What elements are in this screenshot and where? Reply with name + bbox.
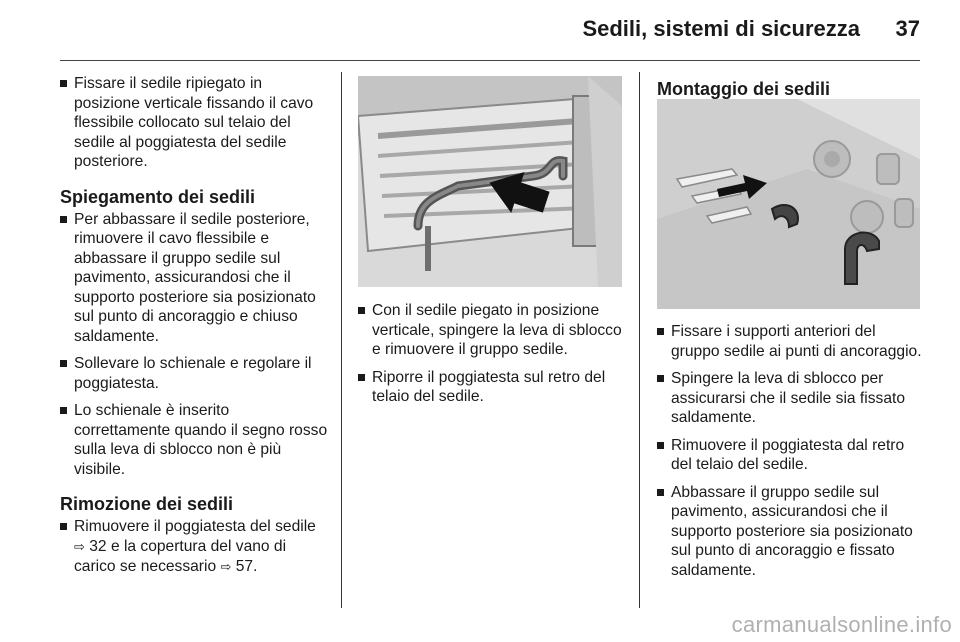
column-divider-1 bbox=[341, 72, 342, 608]
column-divider-2 bbox=[639, 72, 640, 608]
seat-frame-drawing bbox=[358, 76, 622, 287]
list-item bbox=[657, 322, 923, 361]
list-item bbox=[358, 301, 628, 360]
bullet-icon bbox=[657, 442, 664, 449]
list-item bbox=[60, 210, 328, 347]
column-2 bbox=[358, 301, 628, 415]
bullet-icon bbox=[60, 407, 67, 414]
list-item-text: Spingere la leva di sblocco per assicurarsi che il sedile sia fissato saldamente. bbox=[671, 370, 905, 426]
bullet-icon bbox=[60, 523, 67, 530]
list-item bbox=[657, 436, 923, 475]
bullet-icon bbox=[657, 489, 664, 496]
list-item-text: Lo schienale è inserito correttamente quando il segno rosso sulla leva di sblocco non è più visibile. bbox=[74, 402, 328, 478]
watermark: carmanualsonline.info bbox=[731, 612, 952, 637]
list-item-text: Per abbassare il sedile posteriore, rimuovere il cavo flessibile e abbassare il gruppo sedile sul pavimento, assicurandosi che il supporto posteriore sia posizionato sul punto di ancoraggio e chiuso saldamente. bbox=[74, 210, 316, 345]
anchor-point-drawing bbox=[657, 99, 920, 309]
list-item bbox=[60, 74, 328, 172]
list-item-text: Fissare i supporti anteriori del gruppo sedile ai punti di ancoraggio. bbox=[671, 323, 922, 360]
list-item bbox=[657, 483, 923, 581]
page-number: 37 bbox=[895, 16, 920, 41]
page-header-title: Sedili, sistemi di sicurezza bbox=[582, 16, 860, 41]
list-item-text: Rimuovere il poggiatesta dal retro del telaio del sedile. bbox=[671, 436, 905, 473]
intro-text: Fissare il sedile ripiegato in posizione verticale fissando il cavo flessibile collocato sul telaio del sedile al poggiatesta del sedile posteriore. bbox=[74, 75, 314, 170]
header-rule bbox=[60, 60, 920, 61]
page-ref-link[interactable]: 32 bbox=[89, 537, 107, 555]
bullet-icon bbox=[657, 375, 664, 382]
seat-mounting-illustration bbox=[657, 99, 920, 309]
seat-removal-illustration bbox=[358, 76, 622, 287]
arrow-right-outline-icon: ⇨ bbox=[220, 560, 232, 575]
column-3 bbox=[657, 322, 923, 588]
section-title-montaggio: Montaggio dei sedili bbox=[657, 79, 831, 99]
bullet-icon bbox=[60, 360, 67, 367]
bullet-icon bbox=[657, 328, 664, 335]
section-title-spiegamento: Spiegamento dei sedili bbox=[60, 186, 256, 207]
bullet-icon bbox=[60, 80, 67, 87]
list-item bbox=[60, 401, 328, 479]
bullet-icon bbox=[60, 216, 67, 223]
list-item-text: Riporre il poggiatesta sul retro del telaio del sedile. bbox=[372, 368, 606, 405]
bullet-icon bbox=[358, 374, 365, 381]
section-title-rimozione: Rimozione dei sedili bbox=[60, 494, 234, 514]
list-item-text: Rimuovere il poggiatesta del sedile ⇨ 32 e la copertura del vano di carico se necessario ⇨ 57. bbox=[74, 518, 316, 575]
list-item bbox=[60, 517, 328, 578]
list-item bbox=[60, 354, 328, 393]
list-item bbox=[358, 368, 628, 407]
list-item-text: Con il sedile piegato in posizione verticale, spingere la leva di sblocco e rimuovere il gruppo sedile. bbox=[372, 302, 622, 358]
list-item-text: Sollevare lo schienale e regolare il poggiatesta. bbox=[74, 355, 312, 392]
list-item-text: Abbassare il gruppo sedile sul pavimento, assicurandosi che il supporto posteriore sia posizionato sul punto di ancoraggio e fissato saldamente. bbox=[671, 483, 913, 579]
arrow-right-outline-icon: ⇨ bbox=[74, 539, 85, 555]
column-1 bbox=[60, 74, 328, 586]
list-item bbox=[657, 369, 923, 428]
page-ref-link[interactable]: 57 bbox=[235, 558, 254, 575]
bullet-icon bbox=[358, 307, 365, 314]
